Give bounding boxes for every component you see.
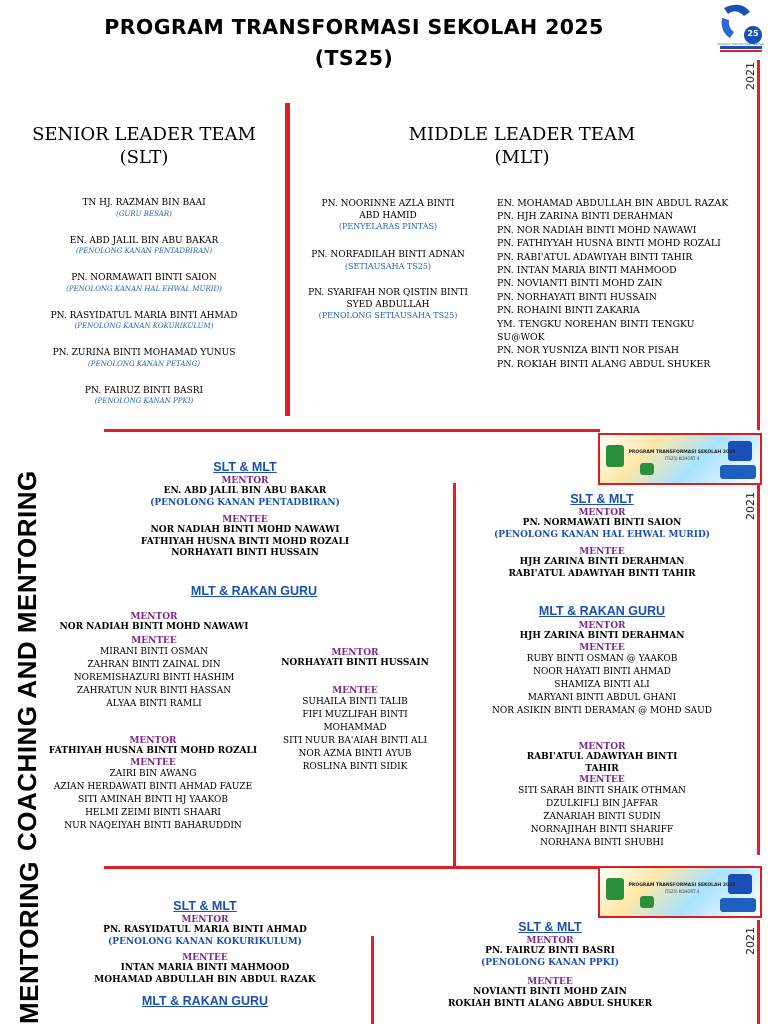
mlt-rakan-header-text: MLT & RAKAN GURU (190, 584, 318, 598)
mlt-heading-line1: MIDDLE LEADER TEAM (408, 124, 636, 145)
mentee-label: MENTEE (182, 953, 228, 963)
mentee-name: ZANARIAH BINTI SUDIN (543, 812, 661, 822)
mlt-officer-name-cont: ABD HAMID (359, 210, 417, 221)
page-subtitle: (TS25) (314, 46, 394, 70)
mlt-officer-name: PN. SYARIFAH NOR QISTIN BINTI (308, 288, 468, 298)
mentee-label: MENTEE (131, 635, 177, 646)
mentee-name: MIRANI BINTI OSMAN (100, 646, 208, 657)
slt-member (6, 386, 282, 424)
mentee-name: INTAN MARIA BINTI MAHMOOD (120, 963, 290, 973)
year-label: 2021 (744, 927, 757, 955)
mentee-name: ZAHRATUN NUR BINTI HASSAN (76, 685, 232, 696)
slt-member-name: PN. ZURINA BINTI MOHAMAD YUNUS (52, 348, 236, 358)
banner-logo-icon (606, 445, 624, 467)
mlt-rakan-header-text: MLT & RAKAN GURU (141, 994, 269, 1008)
program-banner (598, 866, 762, 918)
mentee-name: ROKIAH BINTI ALANG ABDUL SHUKER (447, 998, 653, 1009)
mentee-name: HJH ZARINA BINTI DERAHMAN (519, 557, 685, 567)
mlt-officer-role: (SETIAUSAHA TS25) (344, 261, 432, 271)
logo-number: 25 (747, 29, 759, 38)
mentor-label: MENTOR (578, 508, 626, 518)
mlt-member-list (497, 197, 755, 371)
mentee-name: MOHAMMAD (323, 722, 387, 733)
slt-member-name: TN HJ. RAZMAN BIN BAAI (82, 198, 206, 208)
mlt-member: YM. TENGKU NOREHAN BINTI TENGKU (497, 318, 695, 330)
right-border-line (757, 485, 760, 855)
mlt-officer (296, 288, 480, 321)
mlt-left-list (296, 199, 480, 321)
year-label: 2021 (744, 492, 757, 520)
mentee-name: NOR ASIKIN BINTI DERAMAN @ MOHD SAUD (492, 705, 712, 716)
mlt-officer-name: PN. NORFADILAH BINTI ADNAN (311, 250, 465, 260)
mentee-label: MENTEE (130, 757, 176, 768)
coaching-block-mlt-rakan-3 (40, 736, 266, 833)
banner-title: PROGRAM TRANSFORMASI SEKOLAH 2025 (628, 450, 736, 455)
slt-member-role: (PENOLONG KANAN PENTADBIRAN) (75, 247, 213, 255)
slt-heading (6, 123, 282, 169)
mentee-name: MOHAMAD ABDULLAH BIN ABDUL RAZAK (94, 974, 316, 985)
slt-heading-line1: SENIOR LEADER TEAM (32, 124, 256, 145)
mentee-name: RABI'ATUL ADAWIYAH BINTI TAHIR (508, 568, 696, 579)
mentee-name: NORHAYATI BINTI HUSSAIN (171, 548, 319, 558)
slt-member-name: PN. FAIRUZ BINTI BASRI (84, 385, 204, 396)
section-divider-line (104, 429, 600, 432)
mentee-name: NUR NAQEIYAH BINTI BAHARUDDIN (64, 820, 242, 831)
mentee-name: NOR NADIAH BINTI MOHD NAWAWI (150, 525, 340, 535)
banner-crest-icon (640, 896, 654, 908)
slt-member-role: (PENOLONG KANAN PPKI) (94, 397, 194, 405)
mentor-name: NORHAYATI BINTI HUSSAIN (281, 658, 429, 668)
mentee-name: RUBY BINTI OSMAN @ YAAKOB (526, 653, 678, 664)
mentee-label: MENTEE (579, 547, 625, 557)
mentee-label: MENTEE (332, 685, 378, 696)
section-divider-line (104, 866, 600, 869)
slt-member-list (6, 198, 282, 423)
mentee-name: AZIAN HERDAWATI BINTI AHMAD FAUZE (53, 781, 253, 792)
mentor-role: (PENOLONG KANAN HAL EHWAL MURID) (493, 529, 711, 540)
slt-member-role: (PENOLONG KANAN HAL EHWAL MURID) (66, 284, 222, 293)
banner-subtitle: ITS25) KOHORT 4 (664, 456, 700, 461)
mentee-name: NOOR HAYATI BINTI AHMAD (533, 666, 671, 677)
mentee-label: MENTEE (222, 515, 268, 525)
slt-mlt-header: SLT & MLT (570, 492, 634, 506)
mentor-name: HJH ZARINA BINTI DERAHMAN (519, 631, 685, 641)
slt-mlt-header: SLT & MLT (213, 460, 277, 474)
slt-member-name: PN. NORMAWATI BINTI SAION (71, 273, 217, 283)
mentoring-divider (371, 936, 374, 1024)
banner-subtitle: ITS25) KOHORT 4 (664, 889, 700, 894)
mentor-label: MENTOR (578, 621, 626, 631)
mentor-label: MENTOR (129, 736, 177, 746)
mentoring-block-2 (400, 920, 700, 1010)
mentee-name: DZULKIFLI BIN JAFFAR (546, 799, 658, 809)
mlt-officer (296, 245, 480, 288)
mentor-name: EN. ABD JALIL BIN ABU BAKAR (163, 486, 327, 496)
mentee-name: NOVIANTI BINTI MOHD ZAIN (473, 987, 627, 997)
banner-title: PROGRAM TRANSFORMASI SEKOLAH 2025 (628, 883, 736, 888)
mentee-name: NOREMISHAZURI BINTI HASHIM (73, 672, 235, 683)
coaching-divider (453, 483, 456, 866)
coaching-side-label: COACHING AND MENTORING (12, 470, 42, 851)
mlt-rakan-header (50, 584, 458, 598)
logo-caption: Program Transformasi Sekolah 2025 (718, 42, 764, 50)
mlt-member: PN. ROHAINI BINTI ZAKARIA (497, 305, 640, 317)
mlt-heading-line2: (MLT) (494, 147, 550, 168)
mentee-name: NORNAJIHAH BINTI SHARIFF (530, 825, 674, 835)
slt-member (6, 273, 282, 311)
banner-crest-icon (640, 463, 654, 475)
mentee-name: NOR AZMA BINTI AYUB (298, 748, 412, 759)
mentee-name: ZAHRAN BINTI ZAINAL DIN (87, 659, 221, 670)
slt-member-name: EN. ABD JALIL BIN ABU BAKAR (69, 235, 219, 246)
coaching-block-mlt-rakan-1 (44, 612, 264, 711)
mlt-officer (296, 199, 480, 245)
mentee-name: ROSLINA BINTI SIDIK (302, 761, 408, 772)
mentee-label: MENTEE (579, 642, 625, 653)
slt-heading-line2: (SLT) (119, 147, 169, 168)
mlt-member: SU@WOK (497, 332, 545, 344)
coaching-block-mlt-rakan-2 (266, 648, 444, 774)
year-label: 2021 (744, 62, 757, 90)
slt-member (6, 236, 282, 274)
mentee-name: SHAMIZA BINTI ALI (554, 679, 650, 690)
slt-member (6, 198, 282, 236)
mlt-officer-name: PN. NOORINNE AZLA BINTI (321, 199, 455, 209)
slt-member (6, 311, 282, 349)
mentor-role: (PENOLONG KANAN KOKURIKULUM) (108, 936, 302, 947)
mlt-rakan-header-text: MLT & RAKAN GURU (538, 604, 666, 618)
mentor-name-cont: TAHIR (585, 763, 619, 774)
mentor-label: MENTOR (181, 915, 229, 925)
mentee-name: FIFI MUZLIFAH BINTI (302, 709, 408, 720)
mlt-member: PN. FATHIYYAH HUSNA BINTI MOHD ROZALI (497, 238, 721, 250)
ts25-logo (716, 2, 766, 52)
coaching-block-mlt-rakan-4 (462, 604, 742, 718)
mentor-role: (PENOLONG KANAN PENTADBIRAN) (150, 497, 340, 508)
coaching-block-mlt-rakan-5 (462, 742, 742, 845)
slt-mlt-header: SLT & MLT (173, 899, 237, 913)
slt-member-role: (PENOLONG KANAN KOKURIKULUM) (74, 322, 214, 330)
mentoring-side-label: MENTORING (14, 861, 44, 1024)
mlt-member: PN. INTAN MARIA BINTI MAHMOOD (497, 265, 677, 277)
mlt-heading (292, 123, 752, 169)
mentor-name: NOR NADIAH BINTI MOHD NAWAWI (59, 622, 249, 632)
mentee-name: SITI NUUR BA'AIAH BINTI ALI (282, 735, 428, 746)
mentee-label: MENTEE (527, 977, 573, 987)
mlt-member: EN. MOHAMAD ABDULLAH BIN ABDUL RAZAK (497, 198, 729, 209)
mentor-name: RABI'ATUL ADAWIYAH BINTI (526, 752, 678, 762)
mentor-name: PN. NORMAWATI BINTI SAION (522, 518, 682, 528)
mlt-member: PN. HJH ZARINA BINTI DERAHMAN (497, 211, 674, 223)
banner-rph-icon (720, 898, 756, 912)
mentee-label: MENTEE (579, 775, 625, 785)
right-border-line (757, 920, 760, 1024)
slt-mlt-header: SLT & MLT (518, 920, 582, 934)
mlt-member: PN. NOR YUSNIZA BINTI NOR PISAH (497, 345, 679, 357)
mentee-name: FATHIYAH HUSNA BINTI MOHD ROZALI (140, 536, 350, 547)
mentee-name: ZAIRI BIN AWANG (109, 768, 197, 779)
mentor-name: PN. RASYIDATUL MARIA BINTI AHMAD (103, 925, 307, 935)
mlt-member: PN. ROKIAH BINTI ALANG ABDUL SHUKER (497, 358, 711, 370)
slt-member-role: (PENOLONG KANAN PETANG) (88, 359, 200, 368)
mentor-label: MENTOR (526, 936, 574, 946)
mentee-name: HELMI ZEIMI BINTI SHAARI (85, 807, 221, 818)
mentoring-block-1 (50, 899, 360, 1008)
mlt-officer-name-cont: SYED ABDULLAH (346, 299, 430, 310)
slt-mlt-divider (285, 103, 290, 416)
mentee-name: SUHAILA BINTI TALIB (302, 696, 408, 707)
mlt-officer-role: (PENYELARAS PINTAS) (338, 222, 438, 231)
mentor-name: PN. FAIRUZ BINTI BASRI (485, 946, 615, 956)
banner-rph-icon (720, 465, 756, 479)
mentor-label: MENTOR (331, 648, 379, 658)
mentor-name: FATHIYAH HUSNA BINTI MOHD ROZALI (48, 746, 258, 756)
mentor-label: MENTOR (130, 612, 178, 622)
mlt-member: PN. NORHAYATI BINTI HUSSAIN (497, 291, 657, 303)
program-banner (598, 433, 762, 485)
mentor-label: MENTOR (221, 476, 269, 486)
mlt-member: PN. NOR NADIAH BINTI MOHD NAWAWI (497, 224, 697, 236)
coaching-block-slt-mlt-2 (462, 492, 742, 580)
mentor-label: MENTOR (578, 742, 626, 752)
mlt-officer-role: (PENOLONG SETIAUSAHA TS25) (318, 311, 458, 320)
banner-logo-icon (606, 878, 624, 900)
mentee-name: MARYANI BINTI ABDUL GHANI (527, 692, 677, 703)
mentee-name: SITI SARAH BINTI SHAIK OTHMAN (518, 786, 686, 796)
coaching-block-slt-mlt-1 (50, 460, 440, 560)
mlt-member: PN. RABI'ATUL ADAWIYAH BINTI TAHIR (497, 251, 693, 263)
page-title: PROGRAM TRANSFORMASI SEKOLAH 2025 (104, 15, 604, 39)
mlt-member: PN. NOVIANTI BINTI MOHD ZAIN (497, 278, 663, 290)
slt-member-role: (GURU BESAR) (116, 209, 172, 218)
mentee-name: NORHANA BINTI SHUBHI (540, 838, 664, 845)
right-border-line (757, 60, 760, 430)
mentor-role: (PENOLONG KANAN PPKI) (480, 957, 619, 968)
slt-member (6, 348, 282, 386)
mentee-name: SITI AMINAH BINTI HJ YAAKOB (78, 794, 228, 805)
mentee-name: ALYAA BINTI RAMLI (106, 698, 202, 709)
slt-member-name: PN. RASYIDATUL MARIA BINTI AHMAD (50, 310, 238, 321)
